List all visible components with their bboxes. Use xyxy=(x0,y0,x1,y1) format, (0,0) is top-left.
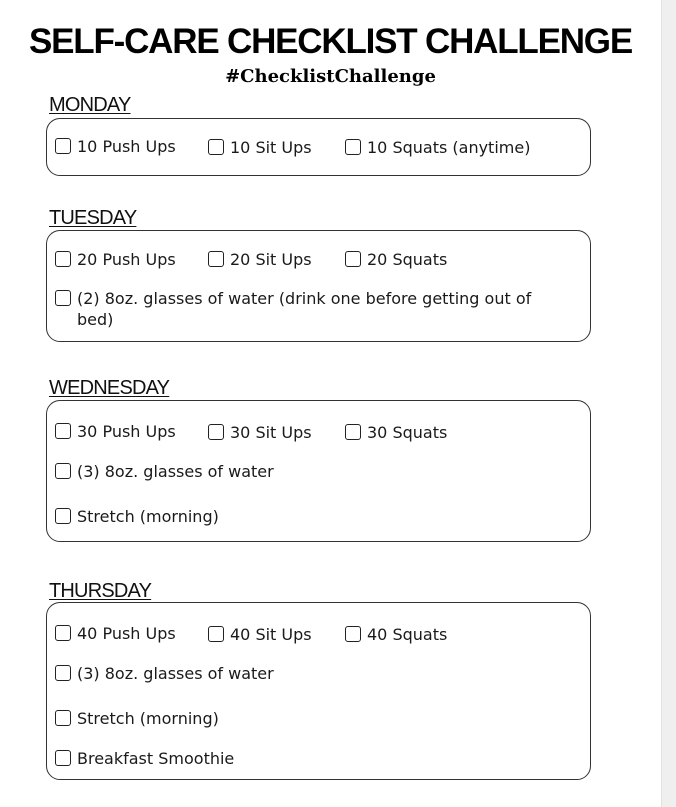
day-box-thursday xyxy=(46,602,591,780)
day-box-monday xyxy=(46,118,591,176)
item-label: 40 Sit Ups xyxy=(230,625,312,644)
checkbox-icon[interactable] xyxy=(208,139,224,155)
day-box-tuesday xyxy=(46,230,591,342)
checkbox-icon[interactable] xyxy=(55,251,71,267)
item-label: 30 Sit Ups xyxy=(230,423,312,442)
item-label: (2) 8oz. glasses of water (drink one before getting out of bed) xyxy=(77,289,532,329)
checklist-item[interactable] xyxy=(55,136,176,157)
item-label: 10 Squats (anytime) xyxy=(367,138,531,157)
checklist-item[interactable] xyxy=(208,249,312,270)
item-label: 30 Push Ups xyxy=(77,422,176,441)
checklist-item[interactable] xyxy=(345,137,530,158)
checklist-item[interactable] xyxy=(55,506,219,527)
checkbox-icon[interactable] xyxy=(55,710,71,726)
checklist-item[interactable] xyxy=(208,624,312,645)
item-label: 20 Push Ups xyxy=(77,250,176,269)
item-label: 20 Squats xyxy=(367,250,448,269)
item-label: 40 Squats xyxy=(367,625,448,644)
item-label: 30 Squats xyxy=(367,423,448,442)
checkbox-icon[interactable] xyxy=(55,665,71,681)
item-label: 40 Push Ups xyxy=(77,624,176,643)
checkbox-icon[interactable] xyxy=(55,290,71,306)
checkbox-icon[interactable] xyxy=(345,251,361,267)
checkbox-icon[interactable] xyxy=(55,463,71,479)
day-box-wednesday xyxy=(46,400,591,542)
item-label: 10 Sit Ups xyxy=(230,138,312,157)
checklist-item[interactable] xyxy=(55,461,274,482)
item-label: Breakfast Smoothie xyxy=(77,749,235,768)
day-label-tuesday: TUESDAY xyxy=(49,207,137,229)
item-label: (3) 8oz. glasses of water xyxy=(77,664,274,683)
checkbox-icon[interactable] xyxy=(345,626,361,642)
checklist-item[interactable] xyxy=(345,249,447,270)
item-label: Stretch (morning) xyxy=(77,709,219,728)
item-label: 20 Sit Ups xyxy=(230,250,312,269)
checklist-item[interactable] xyxy=(55,623,176,644)
checklist-item[interactable] xyxy=(55,421,176,442)
item-label: 10 Push Ups xyxy=(77,137,176,156)
day-label-thursday: THURSDAY xyxy=(49,580,152,602)
item-label: Stretch (morning) xyxy=(77,507,219,526)
checkbox-icon[interactable] xyxy=(55,138,71,154)
checklist-item[interactable] xyxy=(55,288,545,330)
checklist-item[interactable] xyxy=(345,422,447,443)
checkbox-icon[interactable] xyxy=(55,423,71,439)
checklist-item[interactable] xyxy=(55,663,274,684)
checklist-item[interactable] xyxy=(55,249,176,270)
page-margin-strip xyxy=(661,0,676,807)
checkbox-icon[interactable] xyxy=(55,625,71,641)
checklist-item[interactable] xyxy=(345,624,447,645)
checklist-item[interactable] xyxy=(208,137,312,158)
hashtag-subtitle: #ChecklistChallenge xyxy=(225,66,436,87)
checklist-item[interactable] xyxy=(208,422,312,443)
checkbox-icon[interactable] xyxy=(208,424,224,440)
checkbox-icon[interactable] xyxy=(208,251,224,267)
page-title: SELF-CARE CHECKLIST CHALLENGE xyxy=(29,22,632,61)
checkbox-icon[interactable] xyxy=(55,508,71,524)
item-label: (3) 8oz. glasses of water xyxy=(77,462,274,481)
checkbox-icon[interactable] xyxy=(345,139,361,155)
day-label-wednesday: WEDNESDAY xyxy=(49,377,170,399)
checkbox-icon[interactable] xyxy=(208,626,224,642)
checklist-item[interactable] xyxy=(55,748,234,769)
checklist-item[interactable] xyxy=(55,708,219,729)
checkbox-icon[interactable] xyxy=(55,750,71,766)
day-label-monday: MONDAY xyxy=(49,94,131,116)
checkbox-icon[interactable] xyxy=(345,424,361,440)
